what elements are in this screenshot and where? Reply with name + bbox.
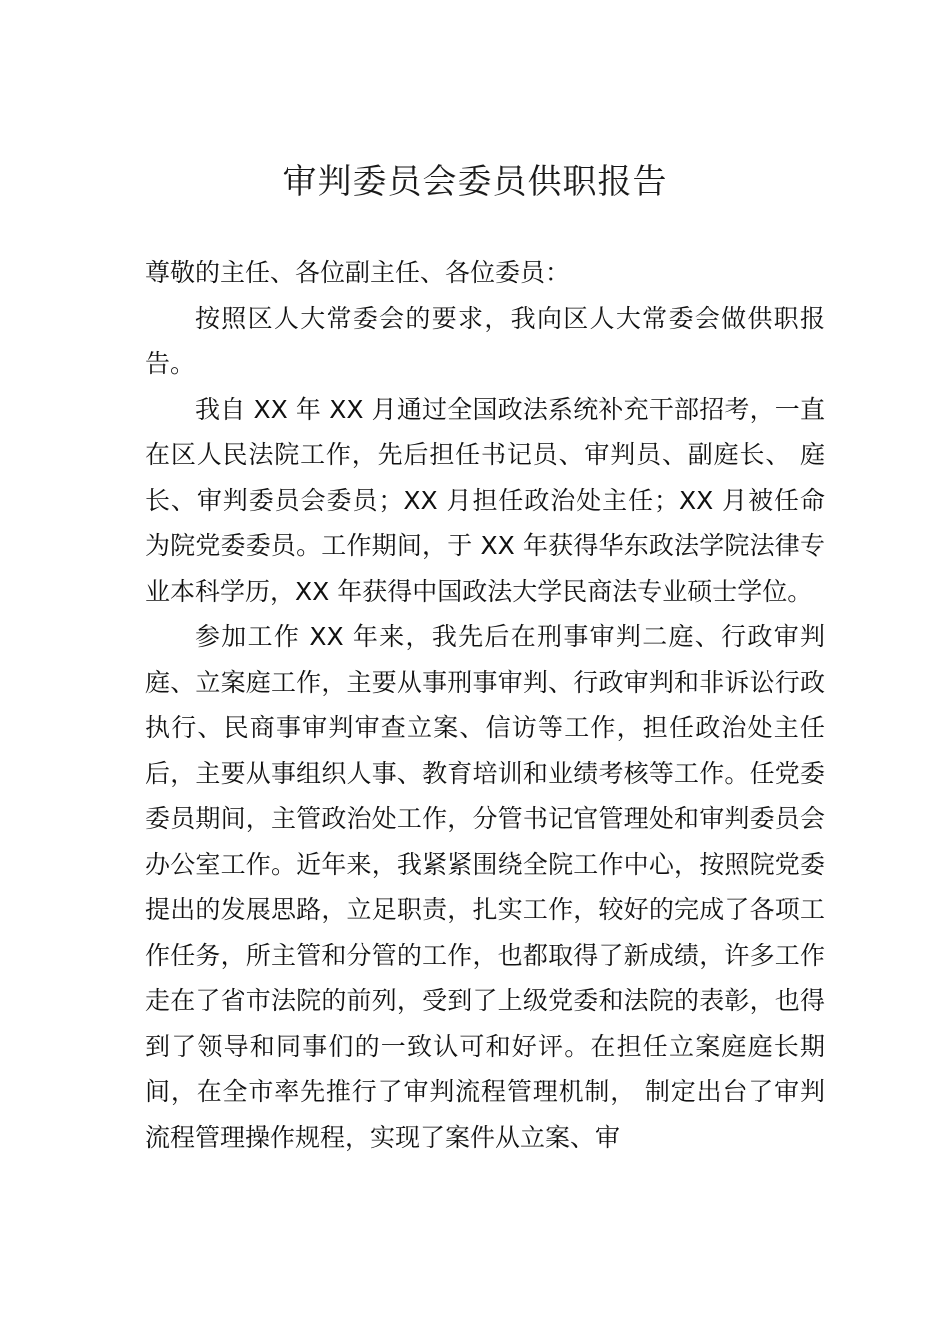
paragraph-intro: 按照区人大常委会的要求，我向区人大常委会做供职报告。 (145, 303, 825, 378)
document-title: 审判委员会委员供职报告 (282, 162, 668, 202)
document-body (145, 250, 825, 1160)
salutation: 尊敬的主任、各位副主任、各位委员： (145, 258, 571, 287)
paragraph-work-experience: 参加工作 XX 年来，我先后在刑事审判二庭、行政审判庭、立案庭工作，主要从事刑事审判、行政审判和非诉讼行政执行、民商事审判审查立案、信访等工作，担任政治处主任后，主要从事组织人事、教育培训和业绩考核等工作。任党委委员期间，主管政治处工作，分管书记官管理处和审判委员会办公室工作。近年来，我紧紧围绕全院工作中心，按照院党委提出的发展思路，立足职责，扎实工作，较好的完成了各项工作任务，所主管和分管的工作，也都取得了新成绩，许多工作走在了省市法院的前列，受到了上级党委和法院的表彰，也得到了领导和同事们的一致认可和好评。在担任立案庭庭长期间，在全市率先推行了审判流程管理机制， 制定出台了审判流程管理操作规程，实现了案件从立案、审 (145, 622, 825, 1152)
paragraph-background: 我自 XX 年 XX 月通过全国政法系统补充干部招考，一直在区人民法院工作，先后担任书记员、审判员、副庭长、 庭长、审判委员会委员；XX 月担任政治处主任；XX 月被任命为院党委委员。工作期间，于 XX 年获得华东政法学院法律专业本科学历，XX 年获得中国政法大学民商法专业硕士学位。 (145, 394, 825, 606)
